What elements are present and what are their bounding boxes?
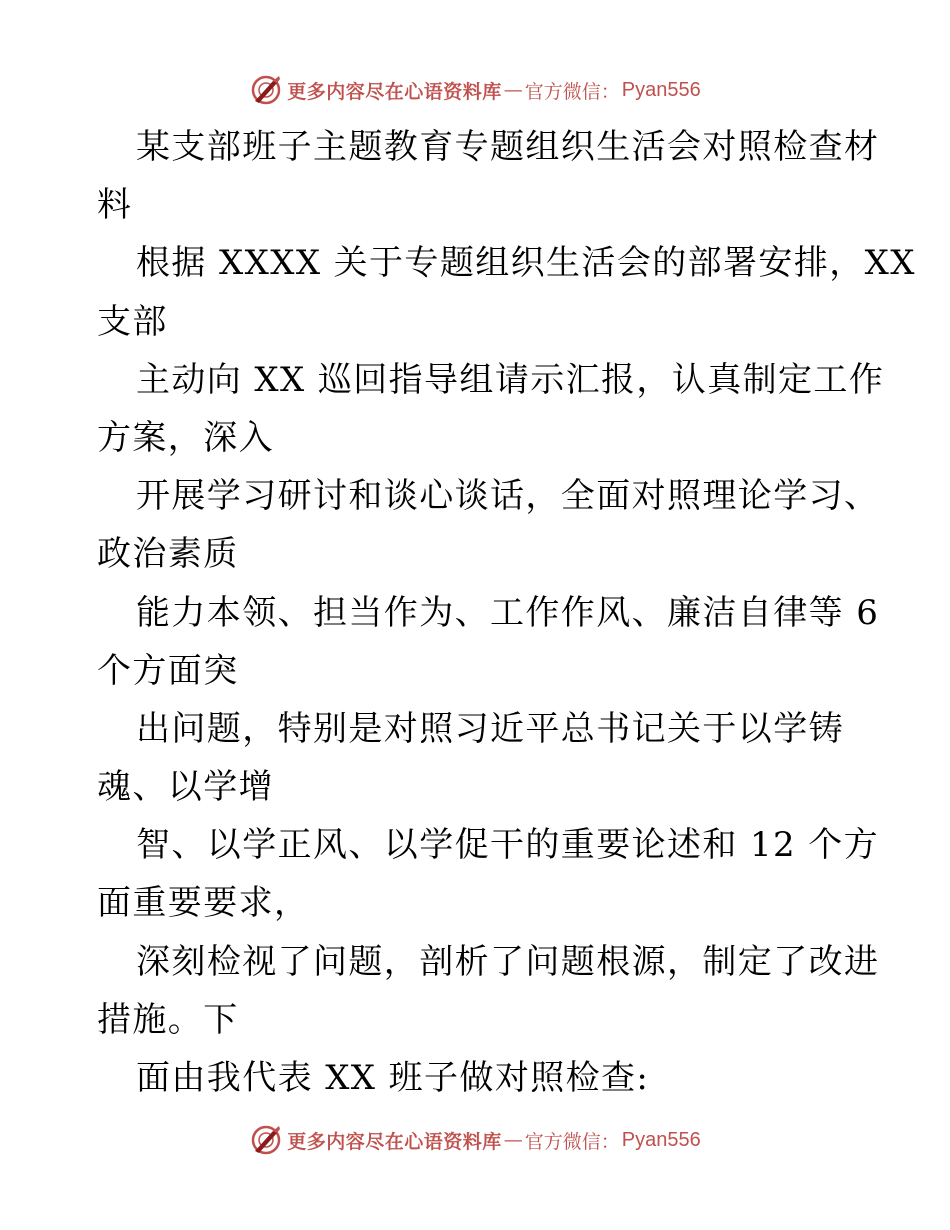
pen-logo-icon — [249, 73, 283, 107]
header-wechat-id: Pyan556 — [621, 78, 701, 101]
document-line: 料 — [97, 185, 133, 226]
document-line: 某支部班子主题教育专题组织生活会对照检查材 — [136, 127, 880, 167]
header-wechat-label: 官方微信： — [524, 80, 620, 103]
document-line: 政治素质 — [97, 534, 239, 575]
document-line: 方案，深入 — [97, 417, 274, 458]
document-line: 主动向 XX 巡回指导组请示汇报，认真制定工作 — [136, 359, 885, 400]
document-body — [97, 118, 916, 1107]
footer-wechat-id: Pyan556 — [621, 1128, 701, 1151]
header-slogan: 更多内容尽在心语资料库 — [287, 80, 502, 103]
document-line: 支部 — [97, 301, 168, 342]
document-line: 面重要要求， — [97, 883, 310, 924]
document-line: 面由我代表 XX 班子做对照检查: — [136, 1058, 650, 1098]
footer-slogan: 更多内容尽在心语资料库 — [287, 1130, 502, 1153]
pen-logo-icon — [249, 1123, 283, 1157]
document-line: 深刻检视了问题，剖析了问题根源，制定了改进 — [136, 941, 880, 982]
document-line: 开展学习研讨和谈心谈话，全面对照理论学习、 — [136, 476, 880, 517]
document-line: 魂、以学增 — [97, 767, 274, 808]
document-line: 措施。下 — [97, 999, 239, 1040]
document-line: 智、以学正风、以学促干的重要论述和 12 个方 — [136, 825, 880, 866]
footer-wechat-label: 官方微信： — [524, 1130, 620, 1153]
footer-dash: — — [503, 1129, 523, 1151]
document-line: 出问题，特别是对照习近平总书记关于以学铸 — [136, 708, 844, 749]
footer-watermark — [0, 1120, 950, 1160]
document-line: 个方面突 — [97, 650, 239, 691]
document-line: 能力本领、担当作为、工作作风、廉洁自律等 6 — [136, 592, 880, 633]
header-watermark — [0, 70, 950, 110]
document-line: 根据 XXXX 关于专题组织生活会的部署安排，XX — [136, 243, 916, 284]
header-dash: — — [503, 79, 523, 101]
